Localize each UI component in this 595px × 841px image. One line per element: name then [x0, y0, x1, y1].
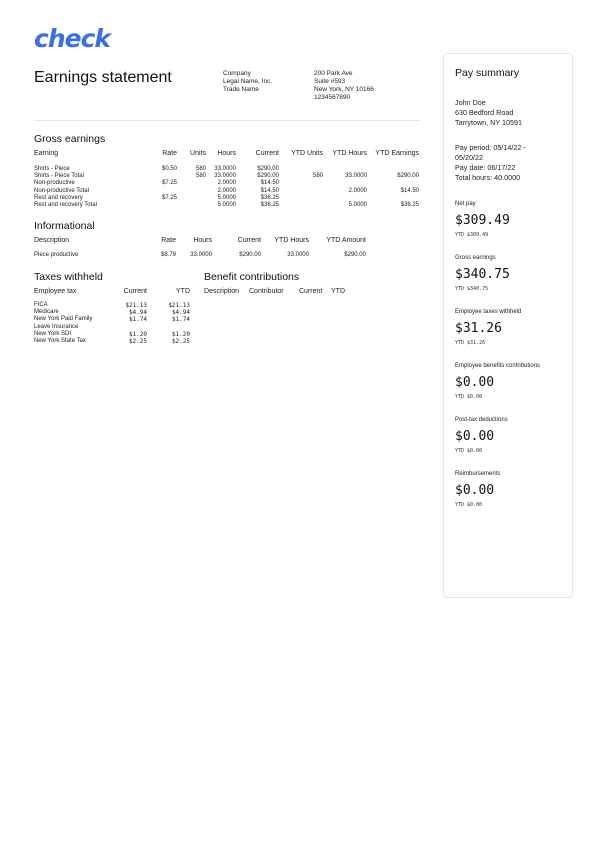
summary-label: Post-tax deductions: [455, 417, 508, 423]
summary-label: Employee taxes withheld: [455, 309, 522, 315]
gross-earnings-cell: Rest and recovery: [34, 194, 83, 201]
gross-earnings-title: Gross earnings: [34, 133, 106, 145]
informational-header: Rate: [161, 237, 176, 244]
gross-earnings-cell: $290.00: [397, 173, 419, 180]
gross-earnings-cell: Shirts - Piece: [34, 166, 70, 172]
taxes-withheld-title: Taxes withheld: [34, 271, 103, 283]
tax-name: Leave Insurance: [34, 323, 79, 330]
informational-header: Description: [34, 237, 70, 244]
summary-ytd: YTD $0.00: [455, 448, 483, 454]
summary-ytd: YTD $340.75: [455, 286, 489, 292]
summary-amount: $340.75: [455, 267, 510, 282]
tax-current: $21.13: [125, 302, 147, 309]
tax-name: FICA: [34, 302, 48, 308]
tax-current: $2.25: [128, 338, 147, 345]
informational-cell: $290.00: [344, 252, 366, 258]
page-title: Earnings statement: [34, 69, 172, 86]
summary-ytd: YTD $309.49: [455, 232, 489, 238]
tax-name: New York State Tax: [34, 338, 86, 344]
tax-current: $1.20: [128, 330, 147, 338]
gross-earnings-cell: $36.25: [400, 202, 419, 208]
gross-earnings-cell: 2.0000: [217, 180, 236, 187]
benefits-header: Current: [299, 288, 323, 295]
pay-summary-title: Pay summary: [455, 67, 520, 79]
taxes-header: Current: [123, 288, 147, 295]
gross-earnings-header: YTD Earnings: [375, 150, 419, 157]
gross-earnings-cell: Rest and recovery Total: [34, 202, 97, 208]
summary-label: Gross earnings: [455, 255, 496, 261]
gross-earnings-cell: 580: [312, 173, 323, 180]
gross-earnings-cell: 2.0000: [348, 187, 367, 194]
gross-earnings-cell: $290.00: [257, 173, 279, 180]
phone-number: 1234567890: [314, 94, 351, 101]
pay-date: Pay date: 06/17/22: [455, 163, 516, 172]
gross-earnings-cell: Non-productive Total: [34, 187, 89, 194]
gross-earnings-cell: $7.25: [161, 180, 177, 187]
informational-header: Hours: [193, 237, 212, 244]
summary-amount: $0.00: [455, 483, 495, 498]
check-logo: check: [34, 24, 111, 53]
pay-period-end: 05/20/22: [455, 153, 483, 162]
gross-earnings-cell: $14.50: [260, 187, 279, 194]
gross-earnings-cell: $36.25: [260, 202, 279, 208]
informational-cell: Piece productive: [34, 252, 79, 258]
employee-info: [455, 98, 522, 128]
pay-summary-panel: [443, 53, 573, 598]
informational-title: Informational: [34, 220, 95, 232]
tax-ytd: $1.74: [171, 316, 190, 324]
employee-city: Tarrytown, NY 10591: [455, 118, 522, 127]
total-hours: Total hours: 40.0000: [455, 173, 521, 182]
summary-ytd: YTD $31.26: [455, 340, 486, 346]
gross-earnings-header: Hours: [217, 150, 236, 157]
taxes-header: YTD: [176, 288, 190, 295]
company-label: Company: [223, 70, 251, 77]
benefits-header: YTD: [331, 288, 345, 295]
gross-earnings-cell: $14.50: [400, 187, 419, 194]
pay-period-info: [455, 143, 526, 183]
summary-amount: $0.00: [455, 429, 495, 444]
legal-name: Legal Name, Inc.: [223, 78, 273, 85]
gross-earnings-cell: 580: [195, 166, 206, 172]
summary-label: Employee benefits contributions: [455, 363, 541, 369]
pay-period: Pay period: 05/14/22 -: [455, 143, 526, 152]
tax-current: $1.74: [128, 316, 147, 324]
summary-ytd: YTD $0.00: [455, 502, 483, 508]
summary-amount: $309.49: [455, 213, 510, 228]
employee-name: John Doe: [455, 98, 486, 107]
gross-earnings-cell: 580: [195, 173, 206, 180]
gross-earnings-cell: Shirts - Piece Total: [34, 173, 84, 180]
employee-street: 630 Bedford Road: [455, 108, 514, 117]
gross-earnings-cell: 33.0000: [345, 173, 367, 180]
informational-cell: 33.0000: [287, 252, 309, 258]
gross-earnings-cell: $36.25: [260, 194, 279, 201]
informational-cell: $290.00: [239, 252, 261, 258]
header-divider: [34, 120, 420, 121]
address-line: Suite #593: [314, 78, 346, 85]
informational-header: YTD Hours: [274, 237, 309, 244]
gross-earnings-cell: 33.0000: [214, 173, 236, 180]
gross-earnings-header: Current: [255, 150, 279, 157]
benefits-header: Contributor: [249, 288, 284, 295]
summary-amount: $0.00: [455, 375, 495, 390]
summary-ytd: YTD $0.00: [455, 394, 483, 400]
address-line: 200 Park Ave: [314, 70, 353, 77]
summary-label: Reimbursements: [455, 471, 501, 477]
company-address: [314, 70, 374, 102]
tax-name: Medicare: [34, 309, 59, 316]
gross-earnings-cell: 2.0000: [217, 187, 236, 194]
gross-earnings-cell: $14.50: [260, 180, 279, 187]
gross-earnings-header: Earning: [34, 150, 59, 157]
gross-earnings-cell: $290.00: [257, 166, 279, 172]
summary-label: Net pay: [455, 201, 476, 207]
benefits-header: Description: [204, 288, 240, 295]
gross-earnings-cell: 5.0000: [217, 202, 236, 208]
tax-ytd: $1.20: [171, 330, 190, 338]
gross-earnings-cell: 5.0000: [348, 202, 367, 208]
gross-earnings-cell: $0.50: [161, 166, 177, 172]
gross-earnings-header: YTD Hours: [332, 150, 367, 157]
informational-cell: $8.79: [160, 252, 176, 258]
gross-earnings-header: Units: [190, 150, 206, 157]
tax-ytd: $2.25: [171, 338, 190, 345]
informational-header: Current: [237, 237, 261, 244]
tax-ytd: $21.13: [168, 302, 190, 309]
trade-name: Trade Name: [223, 86, 259, 93]
gross-earnings-cell: 5.0000: [217, 194, 236, 201]
gross-earnings-header: YTD Units: [291, 150, 323, 157]
informational-header: YTD Amount: [326, 237, 366, 244]
company-info: [223, 70, 272, 94]
benefit-contributions-title: Benefit contributions: [204, 271, 300, 283]
gross-earnings-cell: 33.0000: [214, 166, 236, 172]
gross-earnings-cell: $7.25: [161, 194, 177, 201]
tax-ytd: $4.94: [171, 309, 190, 317]
taxes-header: Employee tax: [34, 288, 77, 295]
gross-earnings-header: Rate: [162, 150, 177, 157]
gross-earnings-cell: Non-productive: [34, 180, 75, 187]
tax-name: New York SDI: [34, 330, 72, 337]
tax-current: $4.94: [128, 309, 147, 317]
address-line: New York, NY 10166: [314, 86, 374, 93]
informational-cell: 33.0000: [190, 252, 212, 258]
tax-name: New York Paid Family: [34, 316, 93, 323]
summary-amount: $31.26: [455, 321, 502, 336]
